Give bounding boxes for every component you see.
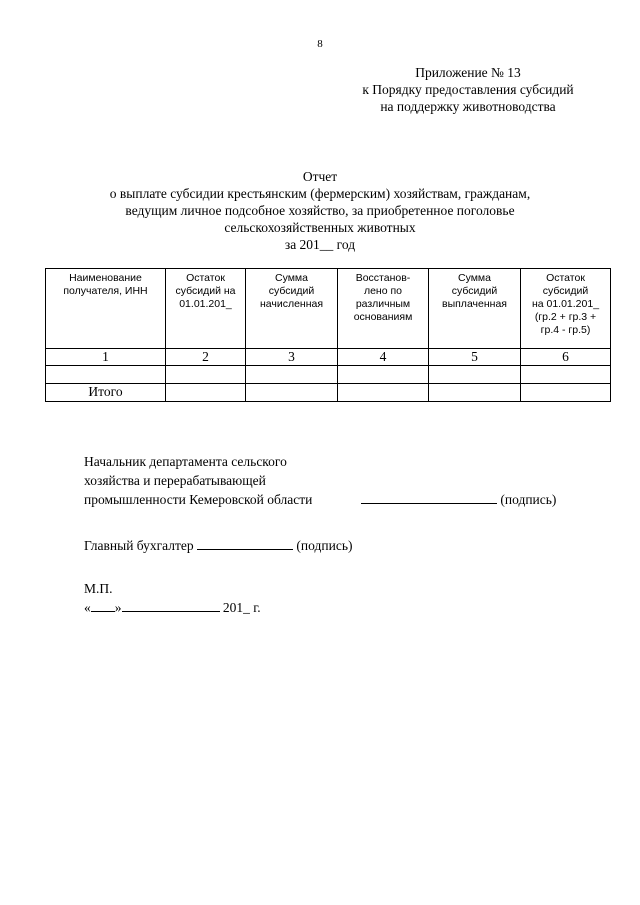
date-line: [84, 598, 604, 617]
appendix-header: [330, 64, 606, 115]
column-number: 1: [46, 349, 166, 366]
chief-accountant-line: [84, 536, 604, 555]
signature-block: [84, 452, 604, 617]
table-cell: [246, 384, 338, 402]
header-accrued-amount: Сумма субсидий начисленная: [246, 269, 338, 349]
table-cell: [429, 384, 521, 402]
table-cell: [246, 366, 338, 384]
header-paid-amount: Сумма субсидий выплаченная: [429, 269, 521, 349]
table-cell: [521, 384, 611, 402]
table-row-blank: [46, 366, 611, 384]
header-restored-amount: Восстанов- лено по различным основаниям: [338, 269, 429, 349]
table-cell: [166, 384, 246, 402]
table-header-row: [46, 269, 611, 349]
dept-head-title-line-1: Начальник департамента сельского: [84, 454, 287, 469]
stamp-label: М.П.: [84, 581, 113, 596]
signature-blank: [197, 537, 293, 550]
report-title: Отчет: [302, 169, 338, 184]
page-number: 8: [317, 38, 323, 50]
subsidy-report-table: [45, 268, 611, 402]
dept-head-signature-line: [84, 490, 604, 509]
column-number: 3: [246, 349, 338, 366]
chief-accountant-label: Главный бухгалтер: [84, 538, 194, 553]
table-cell: [338, 384, 429, 402]
dept-head-title-line-3: промышленности Кемеровской области: [84, 492, 313, 507]
date-close-quote: »: [114, 600, 122, 615]
report-subtitle-line-3: сельскохозяйственных животных: [224, 220, 416, 235]
table-cell: [429, 366, 521, 384]
dept-head-signature: [361, 490, 556, 509]
column-number: 4: [338, 349, 429, 366]
header-closing-balance: Остаток субсидий на 01.01.201_ (гр.2 + гр.3 + гр.4 - гр.5): [521, 269, 611, 349]
report-subtitle-line-2: ведущим личное подсобное хозяйство, за приобретенное поголовье: [125, 203, 515, 218]
appendix-subject: на поддержку животноводства: [380, 99, 556, 114]
signature-caption: (подпись): [500, 492, 557, 507]
report-period: за 201__ год: [284, 237, 356, 252]
table-cell: [46, 366, 166, 384]
appendix-reference: к Порядку предоставления субсидий: [362, 82, 574, 97]
column-number: 2: [166, 349, 246, 366]
header-opening-balance: Остаток субсидий на 01.01.201_: [166, 269, 246, 349]
table-cell: [166, 366, 246, 384]
total-label: Итого: [46, 384, 166, 402]
date-year: 201_ г.: [222, 600, 261, 615]
month-blank: [122, 599, 220, 612]
signature-caption: (подпись): [296, 538, 353, 553]
signature-blank: [361, 491, 497, 504]
table-cell: [338, 366, 429, 384]
column-number-row: [46, 349, 611, 366]
report-subtitle-line-1: о выплате субсидии крестьянским (фермерским) хозяйствам, гражданам,: [109, 186, 531, 201]
table-cell: [521, 366, 611, 384]
column-number: 6: [521, 349, 611, 366]
date-open-quote: «: [84, 600, 91, 615]
table-row-total: [46, 384, 611, 402]
report-title-block: [40, 168, 600, 253]
dept-head-title-line-2: хозяйства и перерабатывающей: [84, 473, 266, 488]
column-number: 5: [429, 349, 521, 366]
header-recipient: Наименование получателя, ИНН: [46, 269, 166, 349]
day-blank: [91, 599, 115, 612]
appendix-number: Приложение № 13: [415, 65, 521, 80]
